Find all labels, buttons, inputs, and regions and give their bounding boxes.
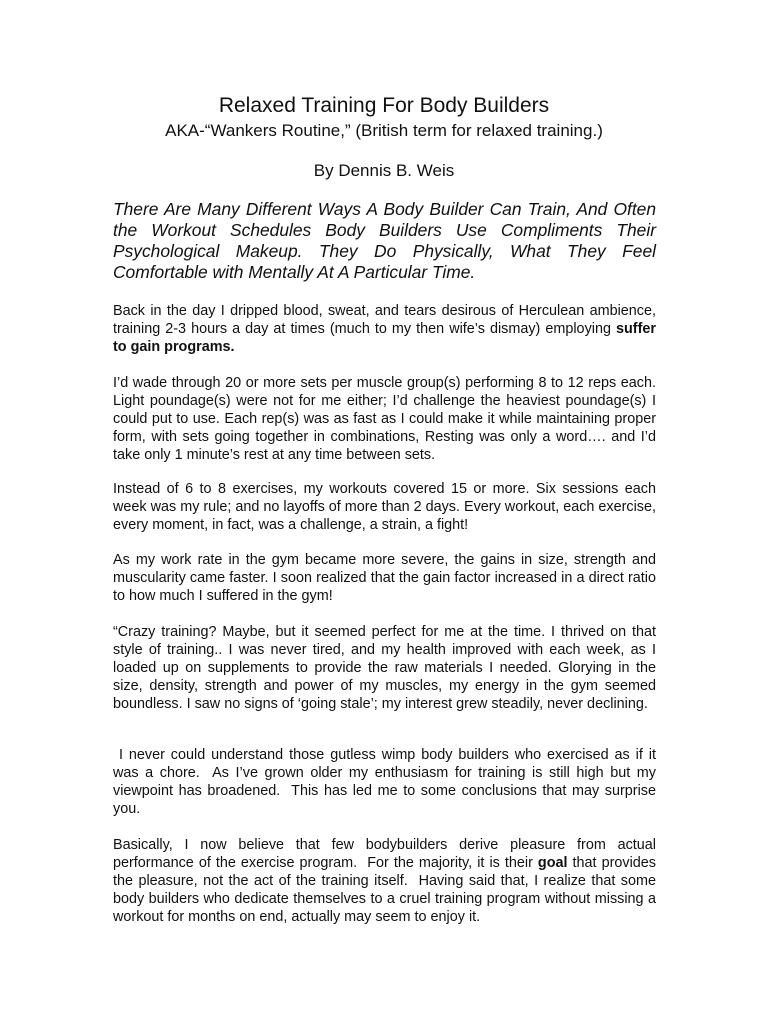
paragraph-2: I’d wade through 20 or more sets per muscle group(s) performing 8 to 12 reps each. Light poundage(s) were not for me either; I’d challenge the heaviest poundage(s) I could put to use. Each rep(s) was as fast as I could make it while maintaining proper form, with sets going together in combinations, Resting was only a word…. and I’d take only 1 minute’s rest at any time between sets. (113, 375, 656, 463)
author-byline: By Dennis B. Weis (313, 161, 455, 180)
paragraph-7-text-before: Basically, I now believe that few bodybuilders derive pleasure from actual performance of the exercise program. For the majority, it is their (113, 837, 660, 871)
paragraph-1-bold: suffer to gain programs. (113, 321, 656, 355)
paragraph-5: “Crazy training? Maybe, but it seemed perfect for me at the time. I thrived on that style of training.. I was never tired, and my health improved with each week, as I loaded up on supplements to provide the raw materials I needed. Glorying in the size, density, strength and power of my muscles, my energy in the gym seemed boundless. I saw no signs of ‘going stale’; my interest grew steadily, never declining. (113, 624, 656, 712)
paragraph-6: I never could understand those gutless wimp body builders who exercised as if it was a chore. As I’ve grown older my enthusiasm for training is still high but my viewpoint has broadened. This has led me to some conclusions that may surprise you. (113, 747, 660, 817)
paragraph-7-text-after: that provides the pleasure, not the act of the training itself. Having said that, I realize that some body builders who dedicate themselves to a cruel training program without missing a workout for months on end, actually may seem to enjoy it. (113, 855, 660, 925)
document-subtitle: AKA-“Wankers Routine,” (British term for relaxed training.) (165, 121, 603, 140)
paragraph-7 (113, 836, 660, 926)
paragraph-1 (113, 302, 656, 356)
paragraph-4: As my work rate in the gym became more severe, the gains in size, strength and muscularity came faster. I soon realized that the gain factor increased in a direct ratio to how much I suffered in the gym! (113, 552, 656, 604)
intro-paragraph: There Are Many Different Ways A Body Builder Can Train, And Often the Workout Schedules Body Builders Use Compliments Their Psychological Makeup. They Do Physically, What They Feel Comfortable with Mentally At A Particular Time. (113, 199, 656, 282)
paragraph-7-bold: goal (537, 855, 568, 871)
document-title: Relaxed Training For Body Builders (218, 94, 550, 117)
paragraph-1-text: Back in the day I dripped blood, sweat, and tears desirous of Herculean ambience, training 2-3 hours a day at times (much to my then wife’s dismay) employing (113, 303, 656, 337)
paragraph-3: Instead of 6 to 8 exercises, my workouts covered 15 or more. Six sessions each week was my rule; and no layoffs of more than 2 days. Every workout, each exercise, every moment, in fact, was a challenge, a strain, a fight! (113, 481, 656, 533)
